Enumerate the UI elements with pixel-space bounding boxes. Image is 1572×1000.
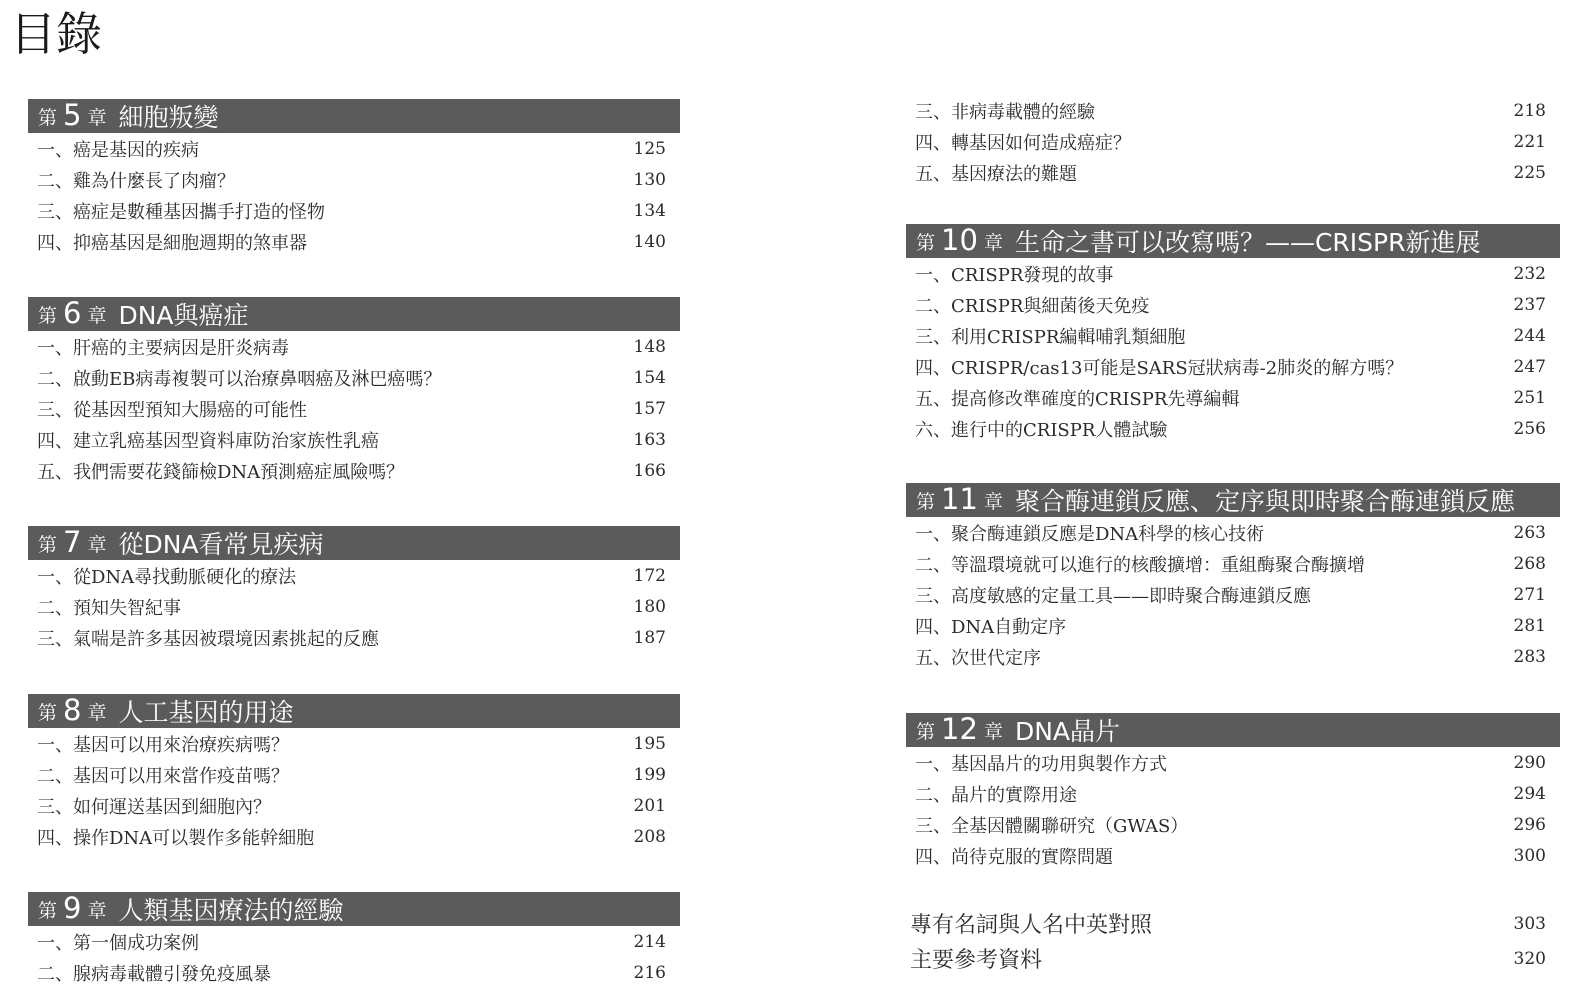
chapter-5 (28, 99, 680, 257)
chapter-number: 10 (941, 224, 978, 257)
entry-page: 256 (1513, 418, 1546, 439)
toc-entry[interactable] (28, 424, 680, 455)
entry-label: 三、從基因型預知大腸癌的可能性 (37, 399, 307, 421)
entry-page: 296 (1513, 814, 1546, 835)
chapter-suffix: 章 (983, 720, 1003, 743)
toc-entry[interactable] (906, 517, 1560, 548)
chapter-header (906, 483, 1560, 517)
entry-label: 六、進行中的CRISPR人體試驗 (915, 419, 1168, 441)
entry-label: 三、如何運送基因到細胞內？ (37, 796, 271, 818)
chapter-prefix: 第 (916, 490, 936, 513)
toc-entry[interactable] (906, 747, 1560, 778)
toc-entry[interactable] (28, 926, 680, 957)
entry-label: 四、建立乳癌基因型資料庫防治家族性乳癌 (37, 430, 379, 452)
entry-page: 303 (1513, 913, 1546, 934)
toc-entry[interactable] (28, 393, 680, 424)
chapter-prefix: 第 (916, 231, 936, 254)
chapter-number: 5 (63, 99, 82, 132)
entry-list (28, 133, 680, 257)
entry-label: 四、抑癌基因是細胞週期的煞車器 (37, 232, 307, 254)
entry-page: 163 (633, 429, 666, 450)
toc-entry[interactable] (28, 759, 680, 790)
chapter-number: 9 (63, 892, 82, 925)
chapter-number: 11 (941, 483, 978, 516)
entry-page: 221 (1513, 131, 1546, 152)
entry-page: 125 (633, 138, 666, 159)
chapter-10 (906, 224, 1560, 444)
chapter-title: 人工基因的用途 (118, 698, 294, 727)
entry-label: 五、提高修改準確度的CRISPR先導編輯 (915, 388, 1240, 410)
entry-page: 232 (1513, 263, 1546, 284)
chapter-prefix: 第 (38, 304, 58, 327)
chapter-prefix: 第 (38, 533, 58, 556)
chapter-header (906, 713, 1560, 747)
toc-entry[interactable] (28, 622, 680, 653)
entry-list (906, 95, 1560, 188)
chapter-title: DNA晶片 (1014, 717, 1120, 746)
chapter-8 (28, 694, 680, 852)
toc-entry[interactable] (906, 126, 1560, 157)
entry-label: 二、腺病毒載體引發免疫風暴 (37, 963, 271, 985)
chapter-suffix: 章 (983, 231, 1003, 254)
entry-label: 二、啟動EB病毒複製可以治療鼻咽癌及淋巴癌嗎？ (37, 368, 442, 390)
entry-list (28, 728, 680, 852)
chapter-9-continued (906, 95, 1560, 188)
entry-label: 一、第一個成功案例 (37, 932, 199, 954)
chapter-header (28, 892, 680, 926)
entry-list (28, 926, 680, 988)
entry-page: 134 (633, 200, 666, 221)
chapter-prefix: 第 (916, 720, 936, 743)
toc-entry[interactable] (28, 728, 680, 759)
entry-list (28, 560, 680, 653)
toc-entry[interactable] (906, 840, 1560, 871)
entry-page: 148 (633, 336, 666, 357)
toc-entry[interactable] (906, 289, 1560, 320)
toc-entry[interactable] (906, 320, 1560, 351)
chapter-suffix: 章 (983, 490, 1003, 513)
entry-label: 三、全基因體關聯研究（GWAS） (915, 815, 1189, 837)
entry-label: 二、雞為什麼長了肉瘤？ (37, 170, 235, 192)
toc-entry[interactable] (906, 809, 1560, 840)
chapter-title: 生命之書可以改寫嗎？——CRISPR新進展 (1014, 228, 1481, 257)
entry-label: 五、次世代定序 (915, 647, 1041, 669)
appendix-list (906, 906, 1560, 976)
entry-label: 五、基因療法的難題 (915, 163, 1077, 185)
entry-label: 三、利用CRISPR編輯哺乳類細胞 (915, 326, 1186, 348)
entry-page: 187 (633, 627, 666, 648)
entry-page: 216 (633, 962, 666, 983)
entry-page: 154 (633, 367, 666, 388)
entry-page: 201 (633, 795, 666, 816)
toc-entry[interactable] (906, 641, 1560, 672)
entry-list (906, 517, 1560, 672)
entry-label: 三、癌症是數種基因攜手打造的怪物 (37, 201, 325, 223)
entry-label: 一、基因可以用來治療疾病嗎？ (37, 734, 289, 756)
entry-label: 四、轉基因如何造成癌症？ (915, 132, 1131, 154)
entry-page: 166 (633, 460, 666, 481)
chapter-header (28, 297, 680, 331)
toc-entry[interactable] (906, 579, 1560, 610)
toc-entry[interactable] (906, 157, 1560, 188)
entry-page: 247 (1513, 356, 1546, 377)
entry-page: 214 (633, 931, 666, 952)
toc-entry[interactable] (28, 164, 680, 195)
chapter-title: DNA與癌症 (118, 301, 249, 330)
toc-entry[interactable] (906, 382, 1560, 413)
toc-entry[interactable] (28, 560, 680, 591)
entry-label: 一、肝癌的主要病因是肝炎病毒 (37, 337, 289, 359)
toc-entry[interactable] (28, 821, 680, 852)
entry-label: 五、我們需要花錢篩檢DNA預測癌症風險嗎？ (37, 461, 405, 483)
appendix-entry[interactable] (906, 941, 1560, 976)
chapter-suffix: 章 (87, 899, 107, 922)
entry-label: 專有名詞與人名中英對照 (910, 913, 1153, 938)
chapter-number: 7 (63, 526, 82, 559)
entry-list (906, 258, 1560, 444)
toc-entry[interactable] (906, 778, 1560, 809)
toc-entry[interactable] (28, 331, 680, 362)
toc-entry[interactable] (906, 610, 1560, 641)
toc-entry[interactable] (28, 591, 680, 622)
toc-entry[interactable] (906, 95, 1560, 126)
chapter-7 (28, 526, 680, 653)
chapter-suffix: 章 (87, 533, 107, 556)
toc-entry[interactable] (28, 957, 680, 988)
toc-entry[interactable] (906, 413, 1560, 444)
entry-page: 294 (1513, 783, 1546, 804)
toc-entry[interactable] (28, 455, 680, 486)
chapter-header (28, 526, 680, 560)
chapter-title: 人類基因療法的經驗 (118, 896, 344, 925)
entry-page: 271 (1513, 584, 1546, 605)
entry-label: 主要參考資料 (910, 948, 1043, 973)
chapter-title: 從DNA看常見疾病 (118, 530, 324, 559)
entry-label: 二、晶片的實際用途 (915, 784, 1077, 806)
toc-entry[interactable] (28, 133, 680, 164)
toc-entry[interactable] (28, 362, 680, 393)
entry-page: 218 (1513, 100, 1546, 121)
toc-entry[interactable] (906, 548, 1560, 579)
entry-page: 208 (633, 826, 666, 847)
entry-label: 四、CRISPR/cas13可能是SARS冠狀病毒-2肺炎的解方嗎？ (915, 357, 1404, 379)
toc-entry[interactable] (906, 258, 1560, 289)
chapter-title: 聚合酶連鎖反應、定序與即時聚合酶連鎖反應 (1014, 487, 1515, 516)
entry-page: 320 (1513, 948, 1546, 969)
entry-label: 二、基因可以用來當作疫苗嗎？ (37, 765, 289, 787)
toc-entry[interactable] (28, 195, 680, 226)
chapter-header (28, 694, 680, 728)
page-title: 目錄 (10, 7, 102, 61)
entry-page: 283 (1513, 646, 1546, 667)
entry-label: 二、等溫環境就可以進行的核酸擴增：重組酶聚合酶擴增 (915, 554, 1365, 576)
entry-label: 二、預知失智紀事 (37, 597, 181, 619)
chapter-number: 6 (63, 297, 82, 330)
entry-label: 三、氣喘是許多基因被環境因素挑起的反應 (37, 628, 379, 650)
entry-page: 157 (633, 398, 666, 419)
entry-page: 300 (1513, 845, 1546, 866)
entry-label: 二、CRISPR與細菌後天免疫 (915, 295, 1150, 317)
chapter-11 (906, 483, 1560, 672)
entry-page: 225 (1513, 162, 1546, 183)
entry-label: 一、聚合酶連鎖反應是DNA科學的核心技術 (915, 523, 1265, 545)
entry-label: 一、從DNA尋找動脈硬化的療法 (37, 566, 297, 588)
chapter-header (906, 224, 1560, 258)
entry-page: 199 (633, 764, 666, 785)
entry-list (906, 747, 1560, 871)
entry-page: 140 (633, 231, 666, 252)
chapter-6 (28, 297, 680, 486)
chapter-prefix: 第 (38, 899, 58, 922)
entry-page: 281 (1513, 615, 1546, 636)
entry-page: 244 (1513, 325, 1546, 346)
entry-label: 三、高度敏感的定量工具——即時聚合酶連鎖反應 (915, 585, 1311, 607)
entry-page: 290 (1513, 752, 1546, 773)
chapter-header (28, 99, 680, 133)
entry-page: 268 (1513, 553, 1546, 574)
appendix-entry[interactable] (906, 906, 1560, 941)
chapter-12 (906, 713, 1560, 871)
entry-page: 130 (633, 169, 666, 190)
entry-label: 一、癌是基因的疾病 (37, 139, 199, 161)
chapter-title: 細胞叛變 (118, 103, 219, 132)
entry-page: 263 (1513, 522, 1546, 543)
chapter-number: 8 (63, 694, 82, 727)
toc-entry[interactable] (28, 790, 680, 821)
entry-label: 一、基因晶片的功用與製作方式 (915, 753, 1167, 775)
chapter-number: 12 (941, 713, 978, 746)
entry-page: 172 (633, 565, 666, 586)
chapter-suffix: 章 (87, 701, 107, 724)
entry-list (28, 331, 680, 486)
entry-page: 180 (633, 596, 666, 617)
entry-page: 195 (633, 733, 666, 754)
entry-label: 四、尚待克服的實際問題 (915, 846, 1113, 868)
appendix (906, 906, 1560, 976)
entry-page: 251 (1513, 387, 1546, 408)
entry-page: 237 (1513, 294, 1546, 315)
entry-label: 四、DNA自動定序 (915, 616, 1067, 638)
toc-entry[interactable] (906, 351, 1560, 382)
entry-label: 三、非病毒載體的經驗 (915, 101, 1095, 123)
chapter-prefix: 第 (38, 106, 58, 129)
entry-label: 四、操作DNA可以製作多能幹細胞 (37, 827, 315, 849)
toc-entry[interactable] (28, 226, 680, 257)
chapter-9 (28, 892, 680, 988)
chapter-prefix: 第 (38, 701, 58, 724)
entry-label: 一、CRISPR發現的故事 (915, 264, 1114, 286)
chapter-suffix: 章 (87, 304, 107, 327)
chapter-suffix: 章 (87, 106, 107, 129)
